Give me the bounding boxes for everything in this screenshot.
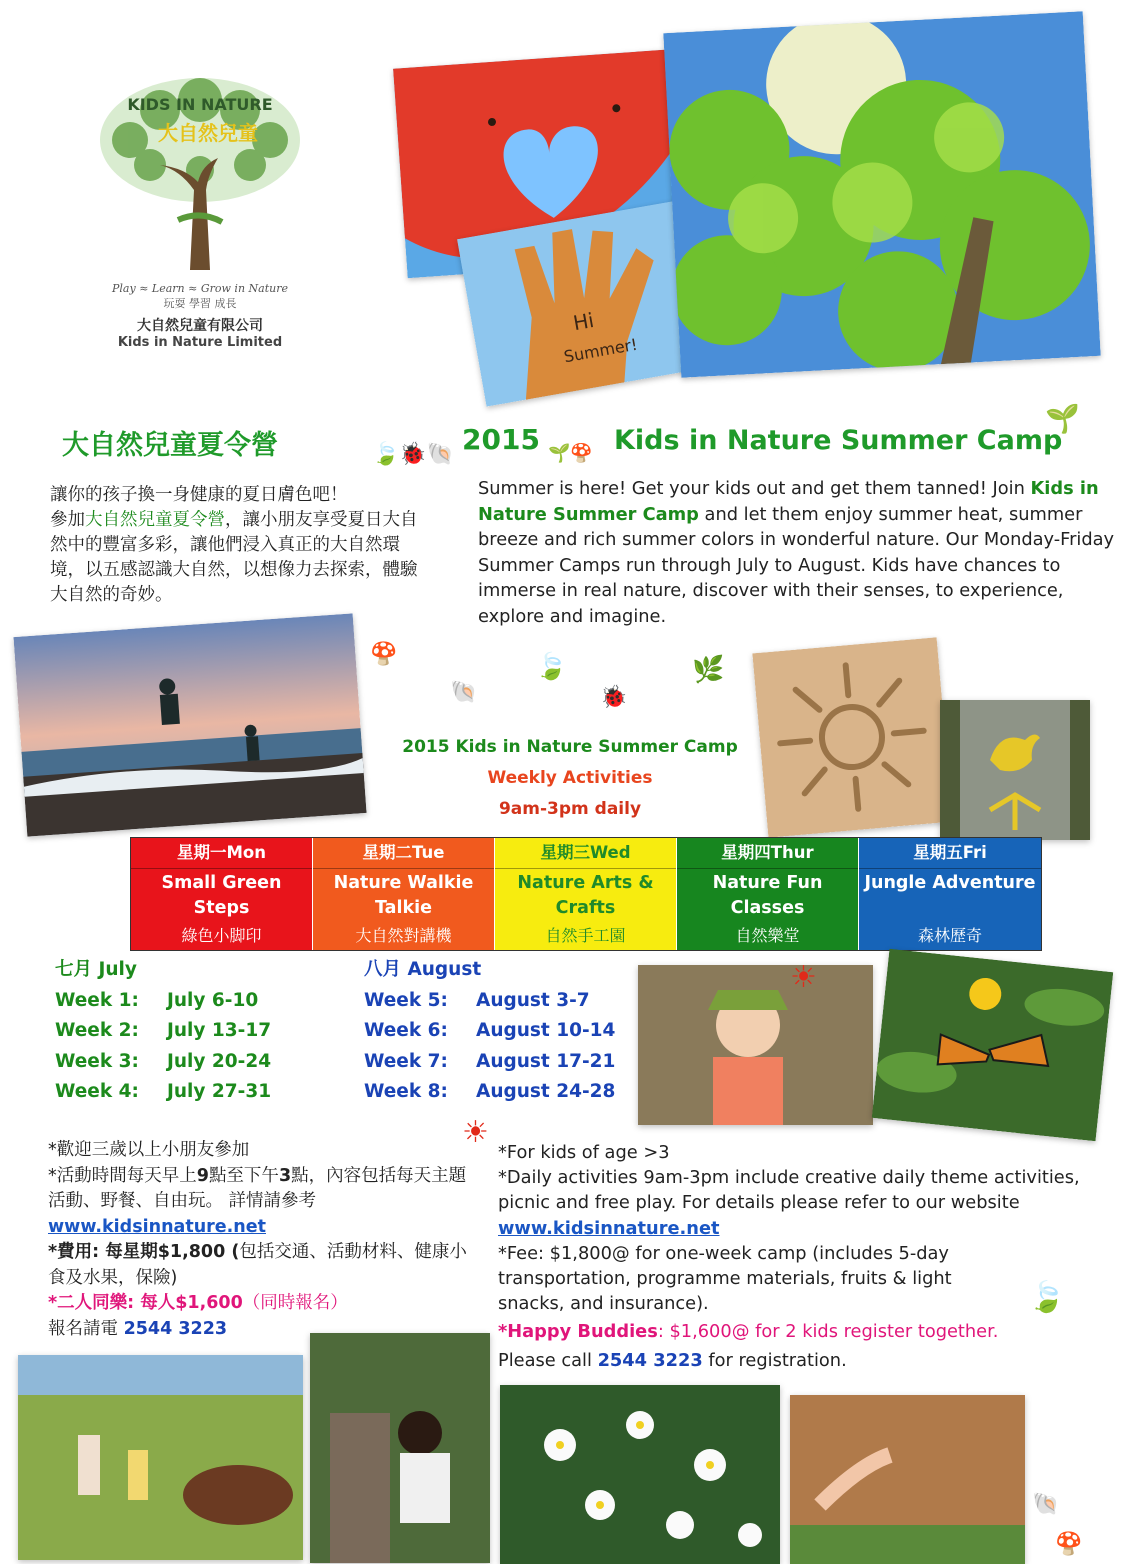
note-fee-zh-label: *費用: 每星期$1,800 ( [48, 1242, 240, 1262]
company-logo [90, 70, 310, 360]
title-year: 2015 [462, 423, 540, 456]
title-en: Kids in Nature Summer Camp [614, 425, 1063, 456]
note-fee-en: *Fee: $1,800@ for one-week camp (includes 5-day transportation, programme materials, fruits & light snacks, and insurance). [498, 1242, 952, 1315]
schedule-activity-zh: 綠色小脚印 [181, 926, 262, 945]
schedule-activity-zh: 大自然對講機 [355, 926, 452, 945]
butterfly-flower-photo [872, 949, 1114, 1142]
leaf-icon: 🍃 [1028, 1280, 1066, 1315]
hand-text-summer: Summer! [562, 334, 639, 367]
intro-zh-rest: ，讓小朋友享受夏日大自然中的豐富多彩，讓他們浸入真正的大自然環境，以五感認識大自然，以想像力去探索，體驗大自然的奇妙。 [50, 510, 418, 605]
week-dates: July 13-17 [167, 1020, 272, 1041]
schedule-activity: Nature Walkie Talkie [333, 873, 474, 918]
herb-icon: 🌿 [692, 655, 725, 685]
phone-number-en: 2544 3223 [597, 1349, 703, 1371]
schedule-activity: Nature Arts & Crafts [517, 873, 654, 918]
note-age-en: *For kids of age >3 [498, 1142, 670, 1163]
note-buddies-zh-label: *二人同樂: 每人$1,600 [48, 1293, 243, 1313]
camp-header-weekly: Weekly Activities [487, 768, 653, 788]
sun-icon: ☀ [462, 1115, 489, 1150]
schedule-day: 星期四Thur [677, 838, 858, 869]
week-dates: July 27-31 [167, 1081, 272, 1102]
intro-en [478, 476, 1118, 629]
intro-zh-highlight: 大自然兒童夏令營 [85, 510, 225, 530]
week-row [55, 1047, 355, 1078]
sprout-icon: 🌱 [1045, 402, 1080, 435]
company-name-en: Kids in Nature Limited [117, 335, 283, 350]
mushroom-icon: 🍄 [1055, 1532, 1083, 1557]
kids-with-cow-photo [18, 1355, 303, 1560]
child-leaf-crown-photo [638, 965, 873, 1125]
schedule-col-fri [859, 838, 1041, 950]
schedule-col-thu [677, 838, 859, 950]
week-dates: July 6-10 [167, 989, 259, 1011]
note-fee-zh-rest: 包括交通、活動材料、健康小食及水果，保險) [48, 1242, 467, 1288]
week-label: Week 6: [364, 1020, 448, 1041]
week-label: Week 2: [55, 1020, 139, 1041]
schedule-activity: Jungle Adventure [864, 873, 1036, 893]
kids-exploring-photo [310, 1333, 490, 1563]
stone-bird-carving-photo [940, 700, 1090, 840]
website-link-en[interactable]: www.kidsinnature.net [498, 1217, 720, 1239]
schedule-activity: Nature Fun Classes [712, 873, 823, 918]
camp-header-title: 2015 Kids in Nature Summer Camp [402, 737, 738, 757]
schedule-col-mon [131, 838, 313, 950]
hand-text-hi: Hi [571, 307, 596, 336]
tree-logo-icon [90, 70, 310, 270]
intro-zh [50, 483, 425, 608]
ladybug-icon: 🐞 [600, 685, 628, 710]
note-time-zh-b: 點至下午 [208, 1165, 279, 1186]
intro-en-part2: and let them enjoy summer heat, summer breeze and rich summer colors in wonderful nature. Our Monday-Friday Summer Camps run through July to August. Kids have chances to immerse in real nature, discover with their senses, to experience, explore and imagine. [478, 503, 1115, 627]
week-row [364, 1047, 654, 1078]
schedule-activity-zh: 自然手工園 [545, 926, 626, 945]
week-row [55, 1077, 355, 1108]
august-weeks [364, 955, 654, 1108]
note-buddies-en-label: *Happy Buddies [498, 1321, 658, 1343]
week-row [55, 986, 355, 1017]
logo-tagline-en: Play ≈ Learn ≈ Grow in Nature [112, 282, 288, 295]
shell-icon: 🐚 [450, 680, 478, 705]
schedule-activity: Small Green Steps [161, 873, 282, 918]
note-call-en-b: for registration. [702, 1349, 847, 1371]
phone-number-zh: 2544 3223 [123, 1318, 228, 1339]
tree-canopy-photo [663, 11, 1100, 378]
beach-jumping-photo [13, 613, 366, 836]
weekly-schedule-table [130, 837, 1042, 951]
leaf-ladybug-shell-icon: 🍃🐞🐚 [372, 442, 455, 467]
note-buddies-zh-rest: （同時報名） [242, 1293, 348, 1313]
note-daily-en: *Daily activities 9am-3pm include creative daily theme activities, picnic and free play. For details please refer to our website [498, 1167, 1080, 1214]
schedule-day: 星期三Wed [495, 838, 676, 869]
note-time-zh-a: *活動時間每天早上 [48, 1165, 197, 1186]
note-time-zh-9: 9 [196, 1165, 209, 1186]
camp-header-time: 9am-3pm daily [498, 799, 642, 819]
intro-en-highlight: Kids in Nature Summer Camp [478, 478, 1099, 525]
week-dates: August 10-14 [476, 1020, 616, 1041]
week-row [364, 1016, 654, 1047]
week-dates: August 17-21 [476, 1050, 616, 1072]
intro-zh-prefix: 參加 [50, 510, 85, 530]
schedule-col-tue [313, 838, 495, 950]
intro-en-part1: Summer is here! Get your kids out and get them tanned! Join [478, 478, 1031, 499]
mushroom-icon: 🍄 [370, 642, 398, 667]
shell-icon: 🐚 [1032, 1492, 1060, 1517]
schedule-activity-zh: 自然樂堂 [735, 926, 800, 945]
week-label: Week 4: [55, 1081, 139, 1102]
note-time-zh-3: 3 [278, 1165, 292, 1186]
july-heading: 七月 July [55, 959, 137, 980]
sprout-mushroom-icon: 🌱🍄 [548, 443, 593, 464]
week-dates: July 20-24 [167, 1050, 272, 1072]
logo-tree-text: 大自然兒童 [158, 121, 258, 145]
logo-tagline-zh: 玩耍 學習 成長 [163, 297, 237, 310]
july-weeks [55, 955, 355, 1108]
week-label: Week 8: [364, 1081, 448, 1102]
week-row [364, 986, 654, 1017]
title-zh: 大自然兒童夏令營 [62, 430, 278, 461]
schedule-col-wed [495, 838, 677, 950]
week-row [55, 1016, 355, 1047]
logo-arc-text: KIDS IN NATURE [127, 95, 273, 114]
sand-sun-drawing-photo [752, 637, 952, 837]
schedule-day: 星期二Tue [313, 838, 494, 869]
sun-icon: ☀ [790, 960, 817, 995]
week-label: Week 3: [55, 1050, 139, 1072]
note-time-zh-c: 點，內容包括每天主題活動、野餐、自由玩。 詳情請參考 [48, 1165, 467, 1211]
note-call-en-a: Please call [498, 1349, 598, 1371]
schedule-day: 星期一Mon [131, 838, 312, 869]
schedule-activity-zh: 森林歷奇 [917, 926, 982, 945]
week-label: Week 7: [364, 1050, 448, 1072]
week-dates: August 3-7 [476, 989, 590, 1011]
week-dates: August 24-28 [476, 1081, 616, 1102]
week-label: Week 1: [55, 989, 139, 1011]
notes-zh [48, 1138, 478, 1342]
note-age-zh: *歡迎三歲以上小朋友參加 [48, 1140, 250, 1160]
child-petting-cow-photo [790, 1395, 1025, 1564]
notes-en [498, 1140, 1088, 1373]
camp-header [380, 732, 760, 825]
schedule-day: 星期五Fri [859, 838, 1041, 869]
white-flowers-photo [500, 1385, 780, 1564]
week-row [364, 1077, 654, 1108]
company-name-zh: 大自然兒童有限公司 [137, 318, 263, 334]
note-buddies-en-rest: : $1,600@ for 2 kids register together. [657, 1321, 999, 1343]
leaf-icon: 🍃 [535, 652, 568, 682]
note-call-zh: 報名請電 [48, 1318, 124, 1339]
intro-zh-line1: 讓你的孩子換一身健康的夏日膚色吧！ [50, 485, 348, 505]
website-link-zh[interactable]: www.kidsinnature.net [48, 1216, 266, 1237]
week-label: Week 5: [364, 989, 448, 1011]
august-heading: 八月 August [364, 959, 482, 980]
